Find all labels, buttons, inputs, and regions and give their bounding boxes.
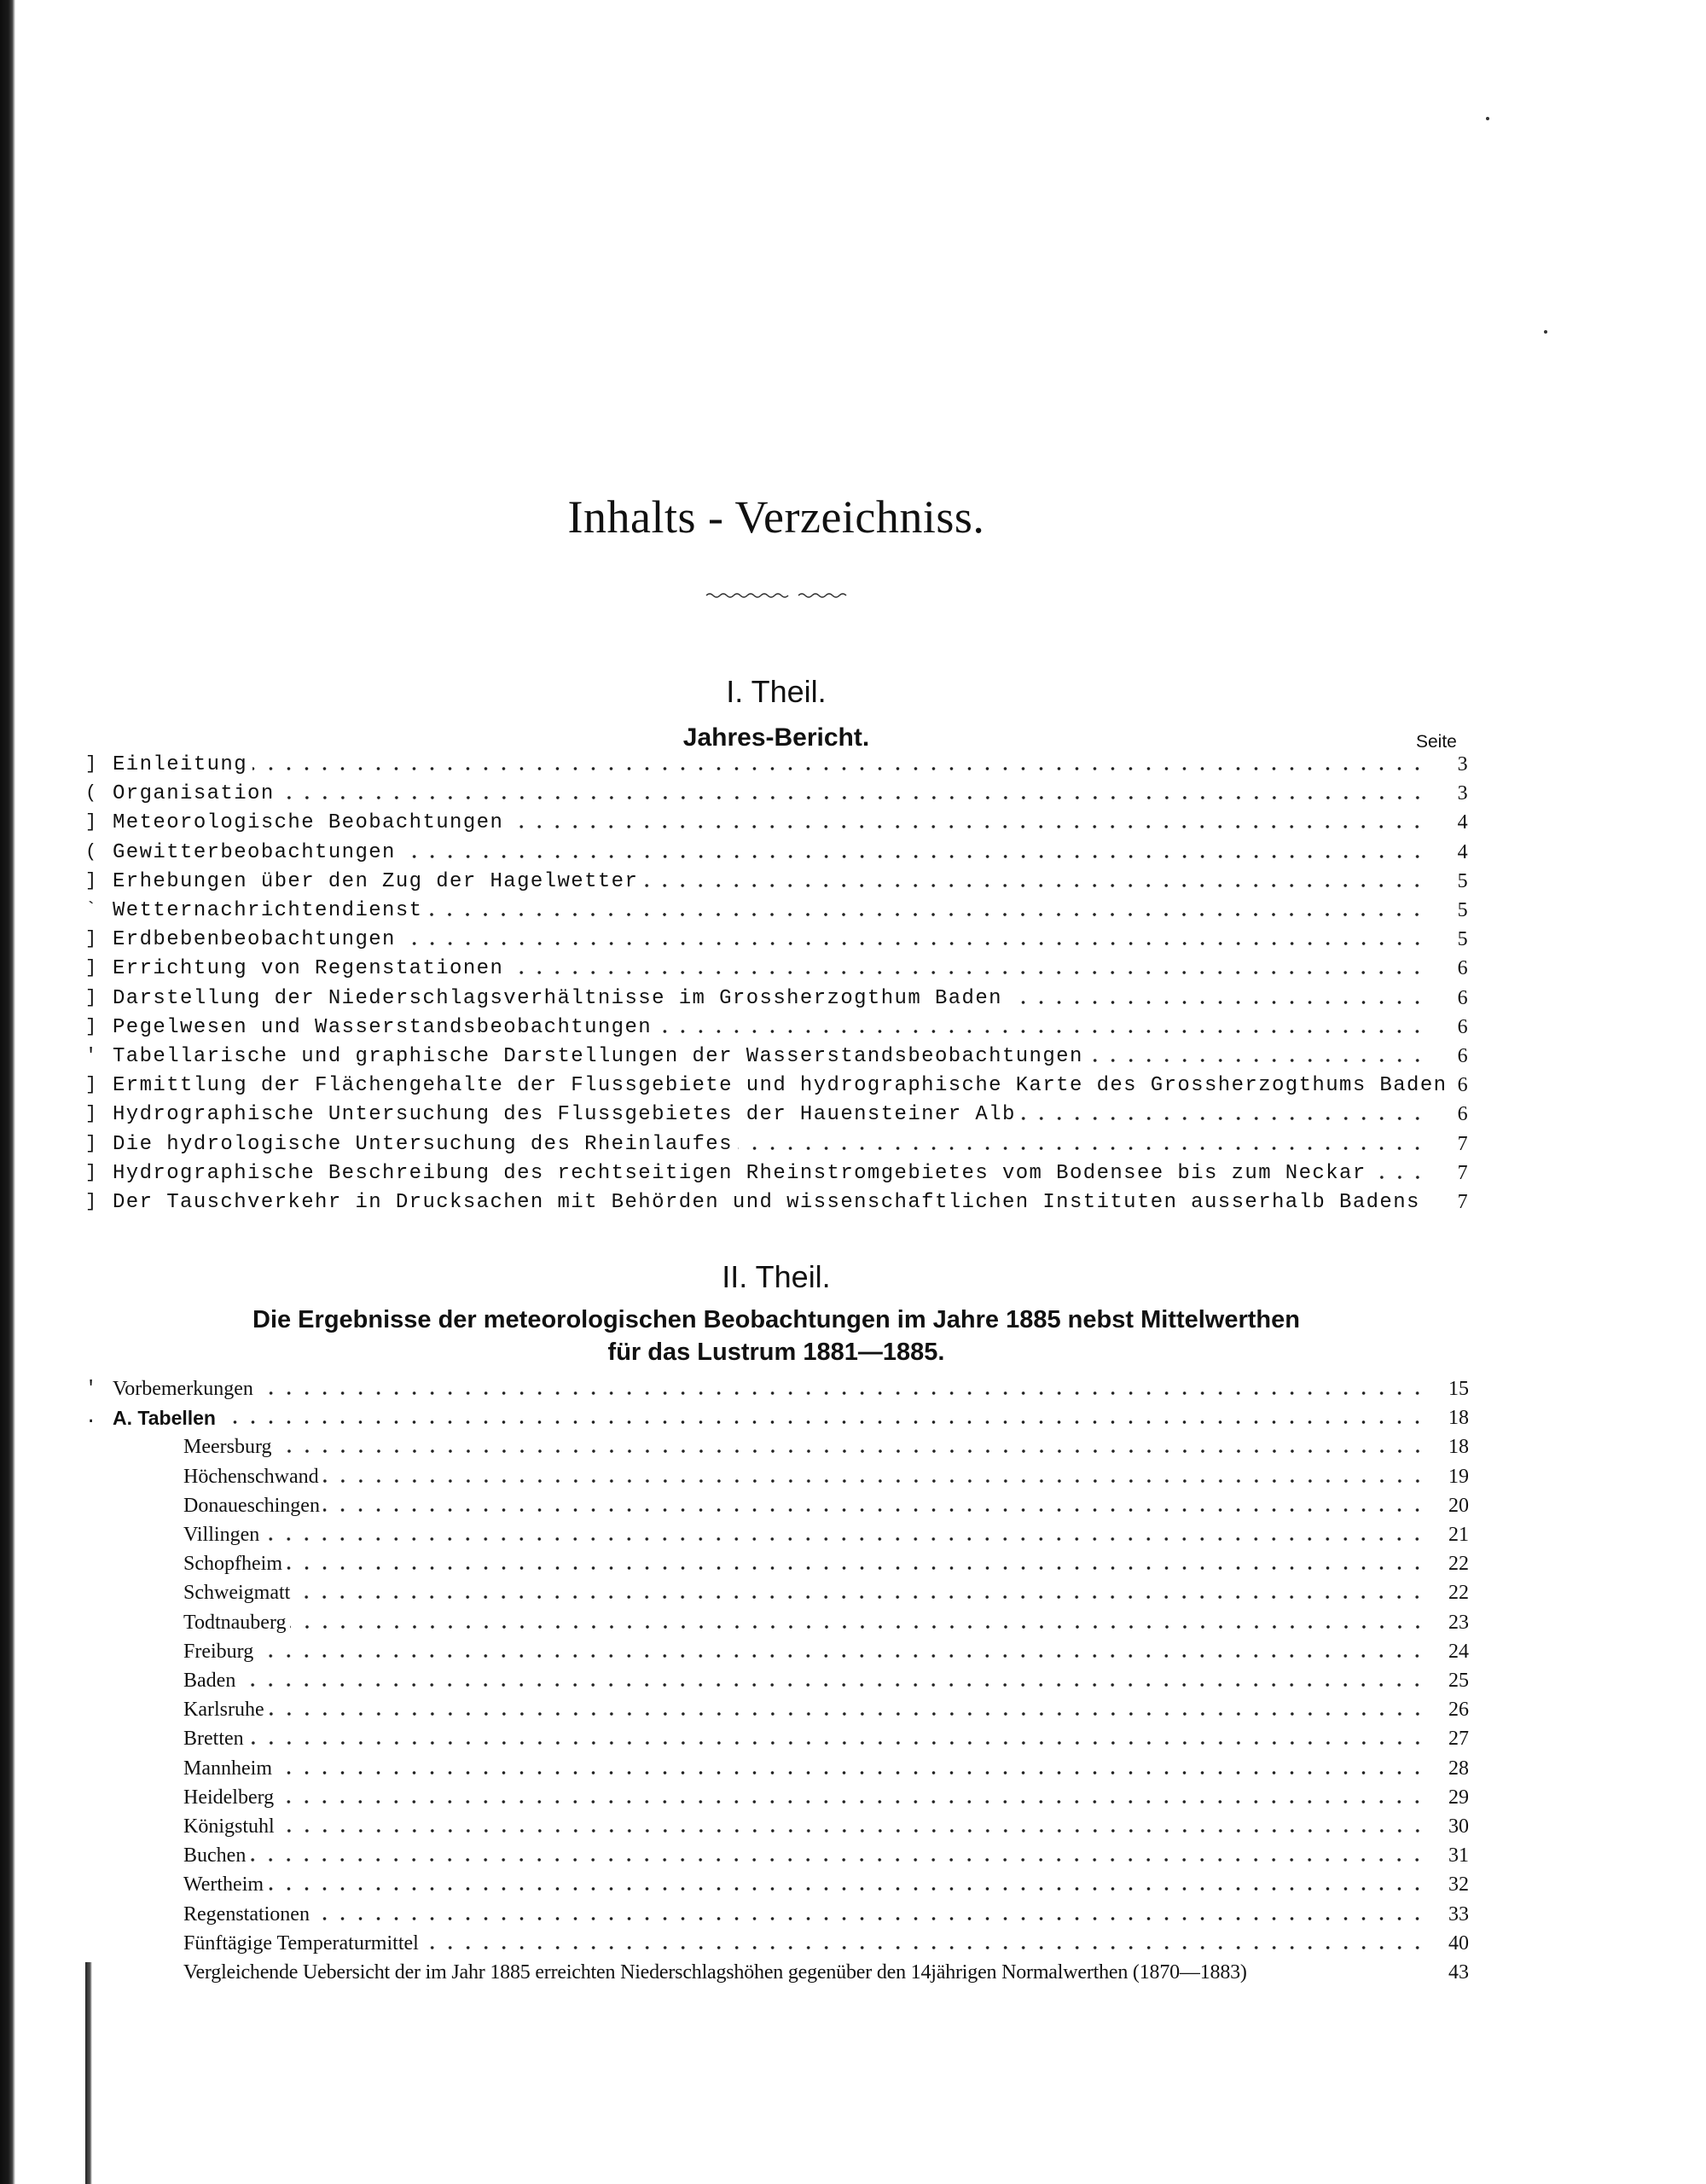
toc-entry-page-number: 3 [1457, 782, 1469, 805]
toc-entry-page-number: 18 [1448, 1436, 1469, 1459]
toc-entry-page-number: 33 [1448, 1902, 1469, 1926]
dot-leader [1372, 1175, 1426, 1180]
toc-entry-label: Donaueschingen [183, 1494, 320, 1517]
dot-leader [277, 1799, 1426, 1804]
toc-entry-label: Hydrographische Untersuchung des Flussgebietes der Hauensteiner Alb [113, 1103, 1016, 1127]
toc-entry-label: Erhebungen über den Zug der Hagelwetter [113, 869, 639, 893]
binding-shadow [85, 1962, 92, 2184]
toc-entry-label: Buchen [183, 1844, 247, 1867]
toc-entry [183, 1490, 1469, 1518]
part-one-heading: I. Theil. [726, 674, 827, 709]
toc-entry [183, 1811, 1469, 1838]
toc-entry [183, 1548, 1469, 1576]
margin-mark: ' [85, 1378, 97, 1399]
toc-entry-label: Mannheim [183, 1757, 272, 1780]
margin-mark: ] [85, 753, 98, 775]
toc-entry-label: Erdbebenbeobachtungen [113, 928, 396, 952]
toc-entry-page-number: 6 [1457, 1103, 1469, 1126]
toc-entry [85, 1403, 1469, 1430]
margin-mark: ] [85, 957, 98, 979]
dot-leader [1088, 1058, 1426, 1063]
toc-entry [183, 1432, 1469, 1459]
toc-entry-page-number: 25 [1448, 1670, 1469, 1692]
toc-entry [183, 1636, 1469, 1664]
dot-leader [323, 1507, 1426, 1513]
part-two-heading: II. Theil. [722, 1259, 831, 1294]
toc-entry-label: Schweigmatt [183, 1582, 291, 1605]
toc-entry-label: Vergleichende Uebersicht der im Jahr 1885 erreichten Niederschlagshöhen gegenüber den 14jährigen Normalwerthen (1870—1883) [183, 1961, 1247, 1984]
toc-entry-page-number: 24 [1448, 1640, 1469, 1663]
toc-entry [183, 1519, 1469, 1547]
toc-entry-page-number: 7 [1457, 1132, 1469, 1155]
toc-entry-page-number: 6 [1457, 1074, 1469, 1097]
margin-mark: ] [85, 986, 98, 1008]
toc-entry-page-number: 20 [1448, 1494, 1469, 1517]
toc-entry-label: Bretten [183, 1728, 244, 1751]
toc-entry-page-number: 5 [1457, 899, 1469, 921]
toc-entry-label: Schopfheim [183, 1553, 282, 1576]
toc-entry [85, 1041, 1469, 1068]
toc-entry-page-number: 21 [1448, 1524, 1469, 1546]
toc-entry [183, 1694, 1469, 1722]
toc-entry-label: Karlsruhe [183, 1699, 264, 1722]
toc-entry-page-number: 6 [1457, 957, 1469, 980]
toc-entry-label: Fünftägige Temperaturmittel [183, 1931, 419, 1955]
margin-mark: ( [85, 782, 98, 804]
toc-entry [85, 1129, 1469, 1156]
toc-entry-page-number: 26 [1448, 1699, 1469, 1722]
page-title: Inhalts - Verzeichniss. [567, 491, 985, 543]
toc-entry-page-number: 40 [1448, 1931, 1469, 1955]
dot-leader [278, 1828, 1426, 1833]
toc-entry [85, 1012, 1469, 1039]
toc-entry [85, 1099, 1469, 1127]
margin-mark: ` [85, 899, 98, 921]
dot-leader [1425, 1204, 1426, 1209]
scan-speck [1544, 330, 1547, 334]
toc-entry-page-number: 4 [1457, 811, 1469, 834]
margin-mark: ] [85, 1103, 98, 1125]
dot-leader [508, 824, 1426, 829]
toc-entry [85, 1187, 1469, 1214]
dot-leader [239, 1682, 1426, 1687]
margin-mark: ] [85, 1191, 98, 1212]
part-one-subheading: Jahres-Bericht. [682, 723, 870, 752]
title-ornament [705, 589, 850, 601]
toc-entry [183, 1723, 1469, 1751]
dot-leader [643, 883, 1426, 888]
toc-entry [183, 1957, 1469, 1984]
toc-entry-page-number: 19 [1448, 1465, 1469, 1488]
dot-leader [290, 1624, 1426, 1629]
toc-entry-page-number: 5 [1457, 869, 1469, 892]
dot-leader [219, 1420, 1426, 1425]
toc-entry-label: Wetternachrichtendienst [113, 899, 423, 922]
margin-mark: ' [85, 1045, 98, 1066]
toc-entry-label: Organisation [113, 782, 275, 806]
toc-entry [183, 1782, 1469, 1809]
margin-mark: ] [85, 928, 98, 950]
toc-entry [85, 983, 1469, 1010]
toc-entry-label: Pegelwesen und Wasserstandsbeobachtungen [113, 1015, 653, 1039]
dot-leader [422, 1945, 1426, 1950]
dot-leader [293, 1594, 1426, 1600]
toc-entry-label: Hydrographische Beschreibung des rechtseitigen Rheinstromgebietes vom Bodensee bis zum Neckar [113, 1161, 1367, 1185]
toc-entry-label: A. Tabellen [113, 1407, 216, 1430]
toc-entry-label: Der Tauschverkehr in Drucksachen mit Behörden und wissenschaftlichen Instituten ausserhalb Badens [113, 1191, 1420, 1214]
dot-leader [657, 1029, 1426, 1034]
margin-mark: ] [85, 1015, 98, 1037]
dot-leader [313, 1916, 1426, 1921]
toc-entry-label: Die hydrologische Untersuchung des Rheinlaufes [113, 1132, 733, 1156]
dot-leader [268, 1711, 1426, 1716]
toc-entry-label: Ermittlung der Flächengehalte der Flussgebiete und hydrographische Karte des Grossherzogthums Baden [113, 1074, 1448, 1098]
toc-entry-label: Villingen [183, 1524, 260, 1546]
toc-entry-page-number: 27 [1448, 1728, 1469, 1751]
dot-leader [1007, 1000, 1426, 1005]
toc-entry [85, 866, 1469, 893]
toc-entry-page-number: 43 [1448, 1961, 1469, 1984]
toc-entry-label: Errichtung von Regenstationen [113, 957, 504, 981]
toc-entry-page-number: 32 [1448, 1873, 1469, 1896]
toc-entry [85, 924, 1469, 952]
toc-entry [183, 1928, 1469, 1955]
toc-entry-page-number: 23 [1448, 1611, 1469, 1634]
margin-mark: ] [85, 869, 98, 892]
toc-entry-page-number: 3 [1457, 753, 1469, 775]
part-two-subheading-line2: für das Lustrum 1881—1885. [607, 1339, 945, 1366]
margin-mark: ] [85, 811, 98, 834]
toc-entry-label: Höchenschwand [183, 1465, 319, 1488]
toc-entry [85, 1374, 1469, 1401]
toc-entry-label: Meteorologische Beobachtungen [113, 811, 504, 835]
toc-entry-label: Heidelberg [183, 1786, 275, 1809]
part-two-subheading-line1: Die Ergebnisse der meteorologischen Beobachtungen im Jahre 1885 nebst Mittelwerthen [252, 1306, 1300, 1333]
toc-entry [183, 1665, 1469, 1693]
toc-entry [85, 953, 1469, 981]
toc-entry-label: Meersburg [183, 1436, 272, 1459]
toc-entry [85, 778, 1469, 806]
margin-mark: ( [85, 840, 98, 863]
toc-entry [183, 1753, 1469, 1780]
toc-entry-label: Todtnauberg [183, 1611, 287, 1634]
toc-entry-label: Einleitung [113, 753, 248, 776]
dot-leader [257, 1391, 1426, 1396]
toc-entry-label: Baden [183, 1670, 236, 1692]
toc-entry [85, 895, 1469, 922]
toc-entry-label: Tabellarische und graphische Darstellungen der Wasserstandsbeobachtungen [113, 1045, 1083, 1068]
toc-entry-label: Vorbemerkungen [113, 1378, 253, 1400]
toc-entry [183, 1461, 1469, 1489]
margin-mark: ] [85, 1074, 98, 1096]
toc-entry-label: Freiburg [183, 1640, 254, 1663]
toc-entry-page-number: 6 [1457, 1015, 1469, 1038]
toc-entry [183, 1840, 1469, 1867]
part-two-subheading [0, 1304, 1552, 1368]
binding-edge [0, 0, 15, 2184]
dot-leader [247, 1740, 1426, 1745]
toc-entry-page-number: 6 [1457, 986, 1469, 1009]
toc-entry [85, 749, 1469, 776]
dot-leader [276, 1770, 1426, 1775]
dot-leader [508, 970, 1426, 975]
dot-leader [401, 941, 1426, 946]
dot-leader [427, 912, 1426, 917]
dot-leader [252, 766, 1426, 771]
toc-entry-page-number: 7 [1457, 1191, 1469, 1213]
toc-entry-page-number: 4 [1457, 840, 1469, 863]
margin-mark: . [85, 1407, 97, 1429]
margin-mark: ] [85, 1132, 98, 1154]
toc-entry-page-number: 22 [1448, 1553, 1469, 1576]
toc-entry [85, 837, 1469, 864]
toc-entry [85, 807, 1469, 835]
toc-entry-page-number: 6 [1457, 1045, 1469, 1067]
toc-entry-page-number: 15 [1448, 1378, 1469, 1400]
scan-speck [1486, 117, 1489, 120]
toc-entry-label: Gewitterbeobachtungen [113, 840, 396, 864]
dot-leader [280, 795, 1426, 800]
toc-entry [183, 1607, 1469, 1635]
toc-entry-page-number: 31 [1448, 1844, 1469, 1867]
dot-leader [401, 854, 1426, 859]
toc-entry-page-number: 7 [1457, 1161, 1469, 1184]
toc-entry [183, 1869, 1469, 1896]
toc-entry [85, 1070, 1469, 1098]
dot-leader [249, 1857, 1426, 1862]
toc-entry-page-number: 29 [1448, 1786, 1469, 1809]
toc-entry-page-number: 5 [1457, 928, 1469, 951]
dot-leader [276, 1449, 1426, 1454]
toc-entry [183, 1899, 1469, 1926]
toc-entry [183, 1577, 1469, 1605]
dot-leader [267, 1886, 1426, 1891]
dot-leader [1021, 1116, 1426, 1121]
toc-entry-page-number: 30 [1448, 1815, 1469, 1838]
dot-leader [263, 1536, 1426, 1542]
toc-entry-label: Königstuhl [183, 1815, 275, 1838]
toc-entry-label: Darstellung der Niederschlagsverhältnisse im Grossherzogthum Baden [113, 986, 1002, 1010]
dot-leader [322, 1478, 1426, 1484]
page-column-label: Seite [1416, 732, 1457, 752]
dot-leader [257, 1653, 1426, 1658]
margin-mark: ] [85, 1161, 98, 1183]
dot-leader [286, 1565, 1426, 1571]
toc-entry-label: Regenstationen [183, 1902, 310, 1926]
dot-leader [738, 1146, 1426, 1151]
toc-entry [85, 1158, 1469, 1185]
toc-entry-label: Wertheim [183, 1873, 264, 1896]
toc-entry-page-number: 28 [1448, 1757, 1469, 1780]
toc-entry-page-number: 18 [1448, 1407, 1469, 1430]
toc-entry-page-number: 22 [1448, 1582, 1469, 1605]
